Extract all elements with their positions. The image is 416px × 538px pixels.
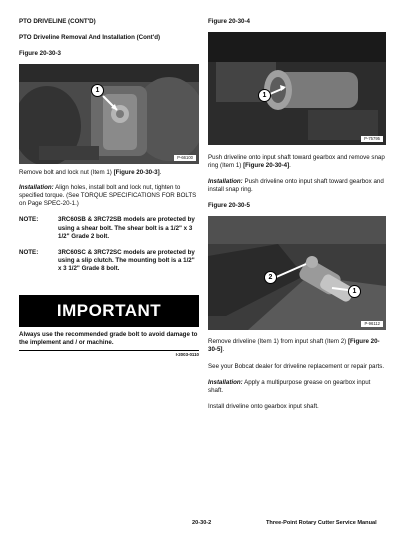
- step-snap-ring-text: Push driveline onto input shaft toward gearbox and remove snap ring (Item 1): [208, 154, 385, 170]
- installation-label: Installation:: [208, 178, 243, 186]
- important-box: [19, 295, 199, 358]
- figure-3-callout: 1: [91, 84, 104, 97]
- important-text: Always use the recommended grade bolt to avoid damage to the implement and / or machine.: [19, 330, 198, 346]
- right-column: [208, 18, 386, 411]
- final-step: Install driveline onto gearbox input shaft.: [208, 402, 319, 410]
- note-text: 3RC60SB & 3RC72SB models are protected by using a shear bolt. The shear bolt is a 1/2" x 3 1/2" Grade 2 bolt.: [58, 216, 195, 240]
- step-remove-bolt-text: Remove bolt and lock nut (Item 1): [19, 169, 114, 177]
- figure-5-callout-2: 2: [264, 271, 277, 284]
- figure-ref: [Figure 20-30-4]: [243, 162, 290, 170]
- step-end: .: [222, 346, 225, 354]
- installation-paragraph: [19, 184, 199, 208]
- step-end: .: [159, 169, 162, 177]
- figure-3-title: Figure 20-30-3: [19, 50, 61, 58]
- left-column: [19, 18, 199, 358]
- step-remove-bolt: [19, 169, 199, 177]
- figure-5-photo: [208, 216, 386, 330]
- figure-4-photo: [208, 32, 386, 145]
- installation-paragraph-3: [208, 379, 386, 395]
- manual-title: Three-Point Rotary Cutter Service Manual: [266, 520, 377, 526]
- installation-paragraph-2: [208, 178, 386, 194]
- note-text: 3RC60SC & 3RC72SC models are protected by using a slip clutch. The mounting bolt is a 1/2" x 3 1/2" Grade 8 bolt.: [58, 248, 195, 272]
- section-header: PTO DRIVELINE (CONT'D): [19, 18, 96, 25]
- installation-text: Push driveline onto input shaft toward gearbox and install snap ring.: [208, 178, 384, 194]
- note-label: NOTE:: [19, 216, 39, 224]
- figure-ref: [Figure 20-30-3]: [113, 169, 160, 177]
- figure-5-title: Figure 20-30-5: [208, 202, 250, 210]
- dealer-paragraph: See your Bobcat dealer for driveline replacement or repair parts.: [208, 362, 385, 370]
- note-label: NOTE:: [19, 248, 39, 256]
- important-banner: IMPORTANT: [19, 295, 199, 327]
- figure-4-callout: 1: [258, 89, 271, 102]
- installation-text: Align holes, install bolt and lock nut, tighten to specified torque. (See TORQUE SPECIFICATIONS FOR BOLTS on Page SPEC-20-1.): [19, 184, 197, 208]
- installation-label: Installation:: [208, 378, 243, 386]
- note-shear-bolt: [19, 216, 199, 240]
- note-slip-clutch: [19, 249, 199, 273]
- step-snap-ring: [208, 154, 386, 170]
- important-rule: [19, 350, 199, 351]
- installation-label: Installation:: [19, 184, 54, 192]
- figure-5-code: P-96112: [361, 321, 383, 327]
- figure-5-illustration: [208, 216, 386, 330]
- important-code: I-2003-0110: [175, 351, 199, 357]
- figure-3-photo: [19, 64, 199, 164]
- page-number: 20-30-2: [192, 520, 212, 526]
- figure-3-illustration: [19, 64, 199, 164]
- section-subheader: PTO Driveline Removal And Installation (Cont'd): [19, 34, 161, 42]
- figure-4-illustration: [208, 32, 386, 145]
- figure-ref: [Figure 20-30-5]: [208, 338, 380, 354]
- figure-5-callout-1: 1: [348, 285, 361, 298]
- step-remove-driveline: [208, 338, 386, 354]
- figure-4-code: P-75795: [361, 136, 383, 142]
- step-remove-driveline-text: Remove driveline (Item 1) from input shaft (Item 2): [208, 338, 348, 346]
- figure-3-code: P-66100: [174, 155, 196, 161]
- figure-4-title: Figure 20-30-4: [208, 18, 250, 25]
- installation-text: Apply a multipurpose grease on gearbox input shaft.: [208, 378, 371, 394]
- step-end: .: [289, 162, 291, 170]
